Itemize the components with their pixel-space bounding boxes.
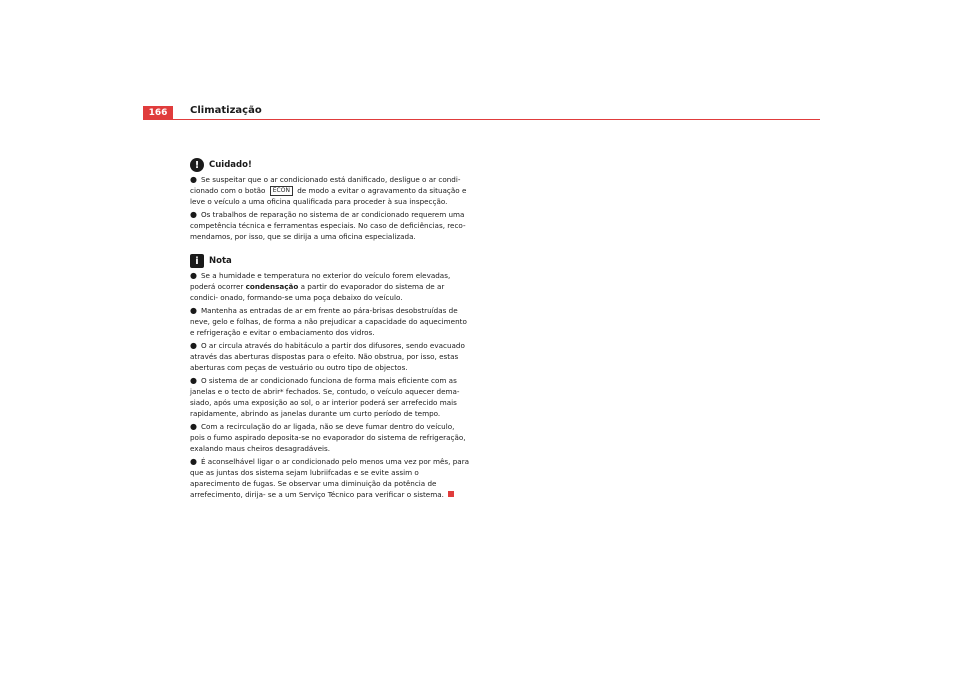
bullet-icon: ● [190, 376, 197, 385]
list-item [190, 305, 470, 338]
bullet-icon: ● [190, 271, 197, 280]
item-text: Se a humidade e temperatura no exterior do veículo forem elevadas, poderá ocorrer [190, 271, 451, 291]
cuidado-heading [190, 158, 470, 172]
bullet-icon: ● [190, 306, 197, 315]
nota-title: Nota [209, 255, 232, 266]
page-number: 166 [143, 106, 173, 120]
list-item [190, 456, 470, 500]
bullet-icon: ● [190, 175, 197, 184]
item-text: de modo a evitar o agravamento da situação e leve o veículo a uma oficina qualificada para proceder à sua inspecção. [190, 186, 467, 206]
item-text: O sistema de ar condicionado funciona de forma mais eficiente com as janelas e o tecto de abrir* fechados. Se, contudo, o veículo aquecer dema- siado, após uma exposição ao sol, o ar interior poderá ser arrefecido mais rapidamente, abrindo as janelas durante um curto período de tempo. [190, 376, 460, 418]
info-icon: i [190, 254, 204, 268]
item-text: Com a recirculação do ar ligada, não se deve fumar dentro do veículo, pois o fumo aspirado deposita-se no evaporador do sistema de refrigeração, exalando maus cheiros desagradáveis. [190, 422, 466, 453]
list-item [190, 421, 470, 454]
cuidado-section [190, 158, 470, 242]
nota-heading [190, 254, 470, 268]
cuidado-title: Cuidado! [209, 159, 252, 170]
bullet-icon: ● [190, 210, 197, 219]
warning-icon: ! [190, 158, 204, 172]
list-item [190, 270, 470, 303]
bullet-icon: ● [190, 457, 197, 466]
main-content [190, 158, 470, 502]
item-text: O ar circula através do habitáculo a partir dos difusores, sendo evacuado através das aberturas dispostas para o efeito. Não obstrua, por isso, estas aberturas com peças de vestuário ou outro tipo de objectos. [190, 341, 465, 372]
bullet-icon: ● [190, 341, 197, 350]
list-item [190, 209, 470, 242]
item-text: Se suspeitar que o ar condicionado está danificado, desligue o ar condi- cionado com o botão [190, 175, 461, 195]
list-item [190, 340, 470, 373]
end-of-section-icon [448, 491, 454, 497]
item-bold-term: condensação [245, 282, 299, 291]
nota-section [190, 254, 470, 500]
item-text: a partir do evaporador do sistema de ar condici- onado, formando-se uma poça debaixo do veículo. [190, 282, 445, 302]
item-text: Os trabalhos de reparação no sistema de ar condicionado requerem uma competência técnica e ferramentas especiais. No caso de deficiências, reco- mendamos, por isso, que se dirija a uma oficina especializada. [190, 210, 466, 241]
bullet-icon: ● [190, 422, 197, 431]
item-text: É aconselhável ligar o ar condicionado pelo menos uma vez por mês, para que as juntas dos sistema sejam lubriifcadas e se evite assim o aparecimento de fugas. Se observar uma diminuição da potência de arrefecimento, dirija- se a um Serviço Técnico para verificar o sistema. [190, 457, 470, 499]
list-item [190, 174, 470, 207]
header-divider [173, 119, 820, 120]
econ-button-symbol: ECON [270, 186, 293, 196]
item-text: Mantenha as entradas de ar em frente ao pára-brisas desobstruídas de neve, gelo e folhas, de forma a não prejudicar a capacidade do aquecimento e refrigeração e evitar o embaciamento dos vidros. [190, 306, 467, 337]
page-title: Climatização [190, 105, 262, 116]
list-item [190, 375, 470, 419]
